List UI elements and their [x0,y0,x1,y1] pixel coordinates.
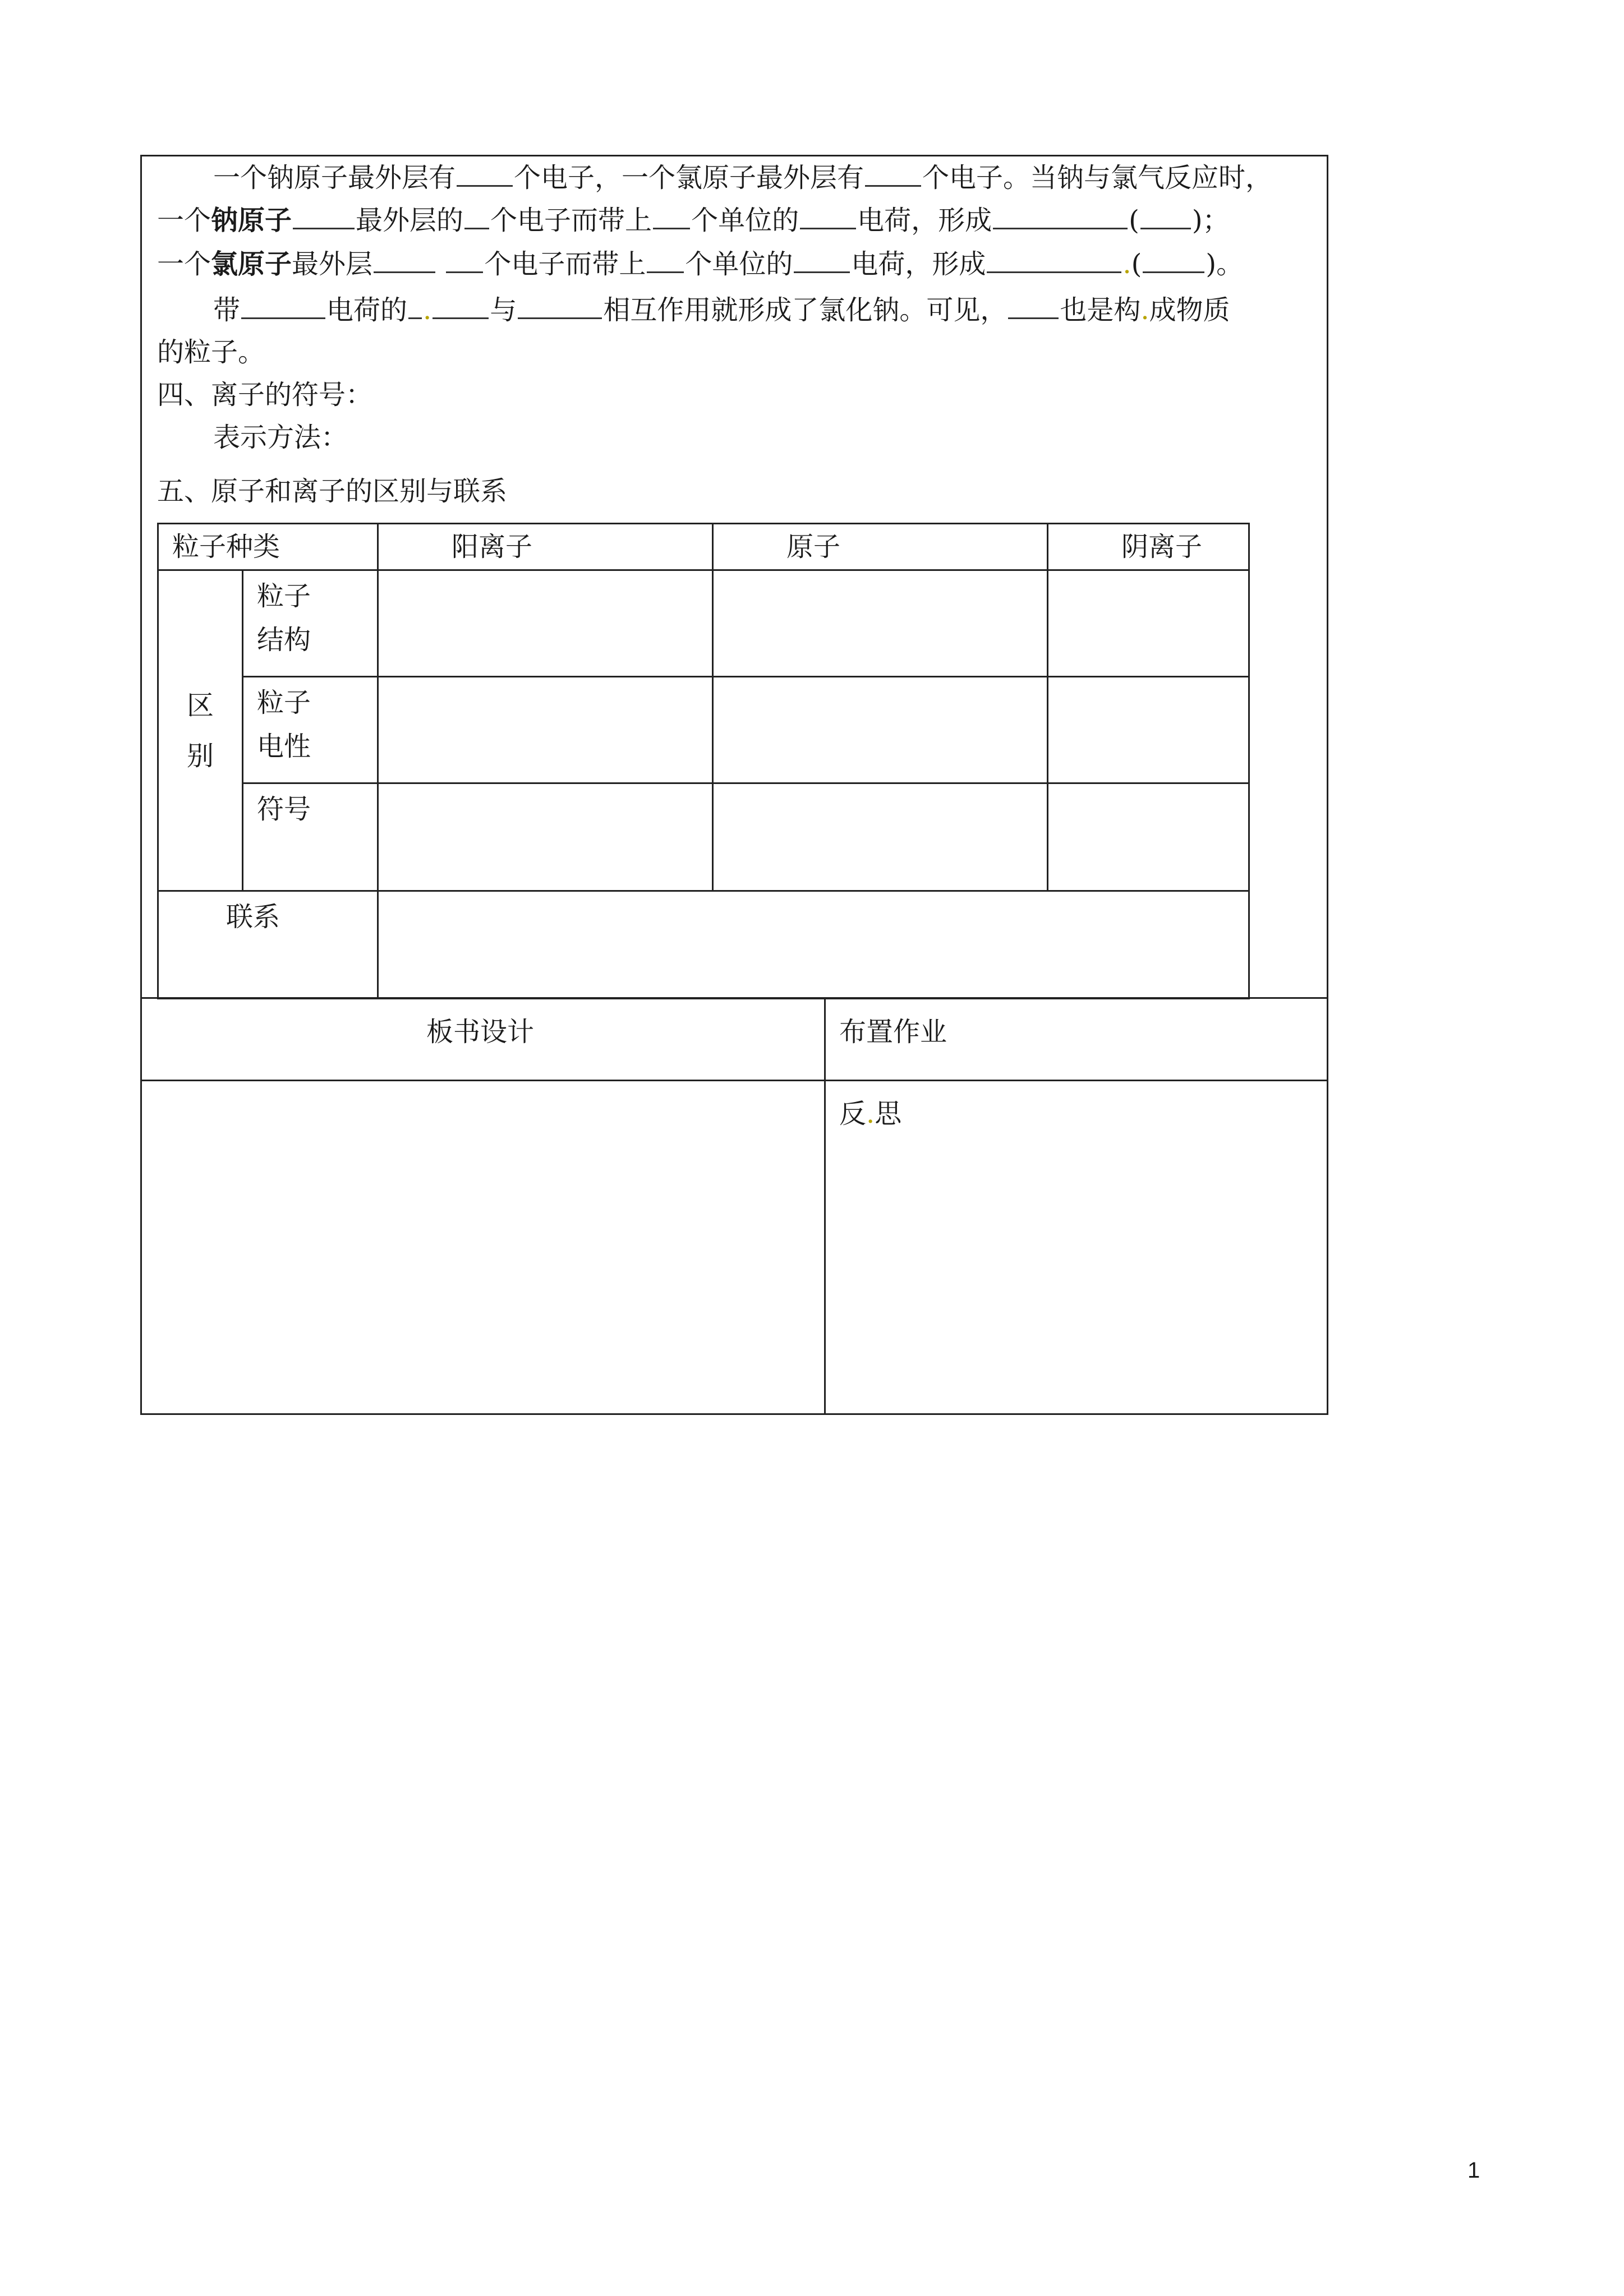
text: 一个 [157,205,211,236]
blank[interactable] [241,293,325,319]
mark: . [1140,294,1149,326]
board-design-label: 板书设计 [426,1016,535,1048]
text: 个单位的 [691,205,799,236]
paragraph-line-5: 的粒子。 [157,336,265,368]
cell-cation-charge[interactable] [378,677,712,783]
diff-label: 区 别 [158,570,243,891]
row-label-structure: 粒子 结构 [243,570,378,677]
cell-cation-structure[interactable] [378,570,712,677]
header-kind: 粒子种类 [158,524,378,570]
mark: . [423,294,432,326]
text: 也是构 [1060,294,1141,326]
section5-title: 五、原子和离子的区别与联系 [157,476,508,507]
homework-label: 布置作业 [839,1016,947,1048]
text: 相互作用就形成了氯化钠。可见， [603,294,1007,326]
text: )； [1191,205,1230,236]
table-row [158,891,1249,999]
cell-atom-symbol[interactable] [712,783,1047,891]
comparison-table [157,523,1250,999]
divider [140,1080,1328,1081]
text: )。 [1206,248,1244,280]
header-cation: 阳离子 [378,524,712,570]
paragraph-line-4 [213,293,1230,326]
cell-atom-structure[interactable] [712,570,1047,677]
text: 反 [839,1098,867,1129]
text: 带 [213,294,241,326]
blank[interactable] [374,247,435,273]
page-number: 1 [1467,2158,1480,2183]
relation-label: 联系 [158,891,378,999]
text: 一个钠原子最外层有 [213,162,456,193]
blank[interactable] [794,247,850,273]
blank[interactable] [800,203,856,229]
blank[interactable] [464,203,489,229]
text: 电荷，形成 [857,205,992,236]
blank[interactable] [408,293,422,319]
cell-relation[interactable] [378,891,1249,999]
header-anion: 阴离子 [1047,524,1249,570]
section4-title: 四、离子的符号： [157,379,373,411]
divider [824,997,826,1415]
blank[interactable] [865,160,921,187]
cell-anion-structure[interactable] [1047,570,1249,677]
text: 与 [490,294,517,326]
blank[interactable] [987,247,1121,273]
text: 思 [875,1098,902,1129]
blank[interactable] [653,203,690,229]
text: 最外层的 [356,205,464,236]
header-atom: 原子 [712,524,1047,570]
paragraph-line-3 [157,247,1243,280]
blank[interactable] [993,203,1128,229]
row-label-charge: 粒子 电性 [243,677,378,783]
bold-term: 钠原子 [211,205,292,236]
reflection-label [839,1098,901,1129]
text: 个电子。当钠与氯气反应时， [922,162,1273,193]
divider [140,997,1328,999]
text: 最外层 [292,248,373,280]
text: 个单位的 [685,248,793,280]
blank[interactable] [1008,293,1059,319]
blank[interactable] [518,293,602,319]
text: ( [1129,205,1139,236]
blank[interactable] [647,247,684,273]
table-row [158,677,1249,783]
text: 一个 [157,248,211,280]
blank[interactable] [457,160,513,187]
text: 成物质 [1149,294,1230,326]
table-header-row [158,524,1249,570]
blank[interactable] [293,203,355,229]
cell-anion-symbol[interactable] [1047,783,1249,891]
blank[interactable] [446,247,483,273]
mark: . [1122,248,1131,280]
text: 电荷，形成 [851,248,986,280]
blank[interactable] [1140,203,1191,229]
text: 电荷的 [326,294,408,326]
section4-method: 表示方法： [213,422,348,453]
text: 个电子，一个氯原子最外层有 [514,162,864,193]
cell-atom-charge[interactable] [712,677,1047,783]
blank[interactable] [433,293,489,319]
text: 个电子而带上 [484,248,646,280]
cell-cation-symbol[interactable] [378,783,712,891]
cell-anion-charge[interactable] [1047,677,1249,783]
text: ( [1131,248,1142,280]
row-label-symbol: 符号 [243,783,378,891]
paragraph-line-2 [157,203,1230,236]
blank[interactable] [1143,247,1204,273]
mark: . [866,1098,875,1129]
table-row [158,783,1249,891]
table-row [158,570,1249,677]
bold-term: 氯原子 [211,248,292,280]
text: 个电子而带上 [490,205,652,236]
paragraph-line-1 [213,160,1272,193]
